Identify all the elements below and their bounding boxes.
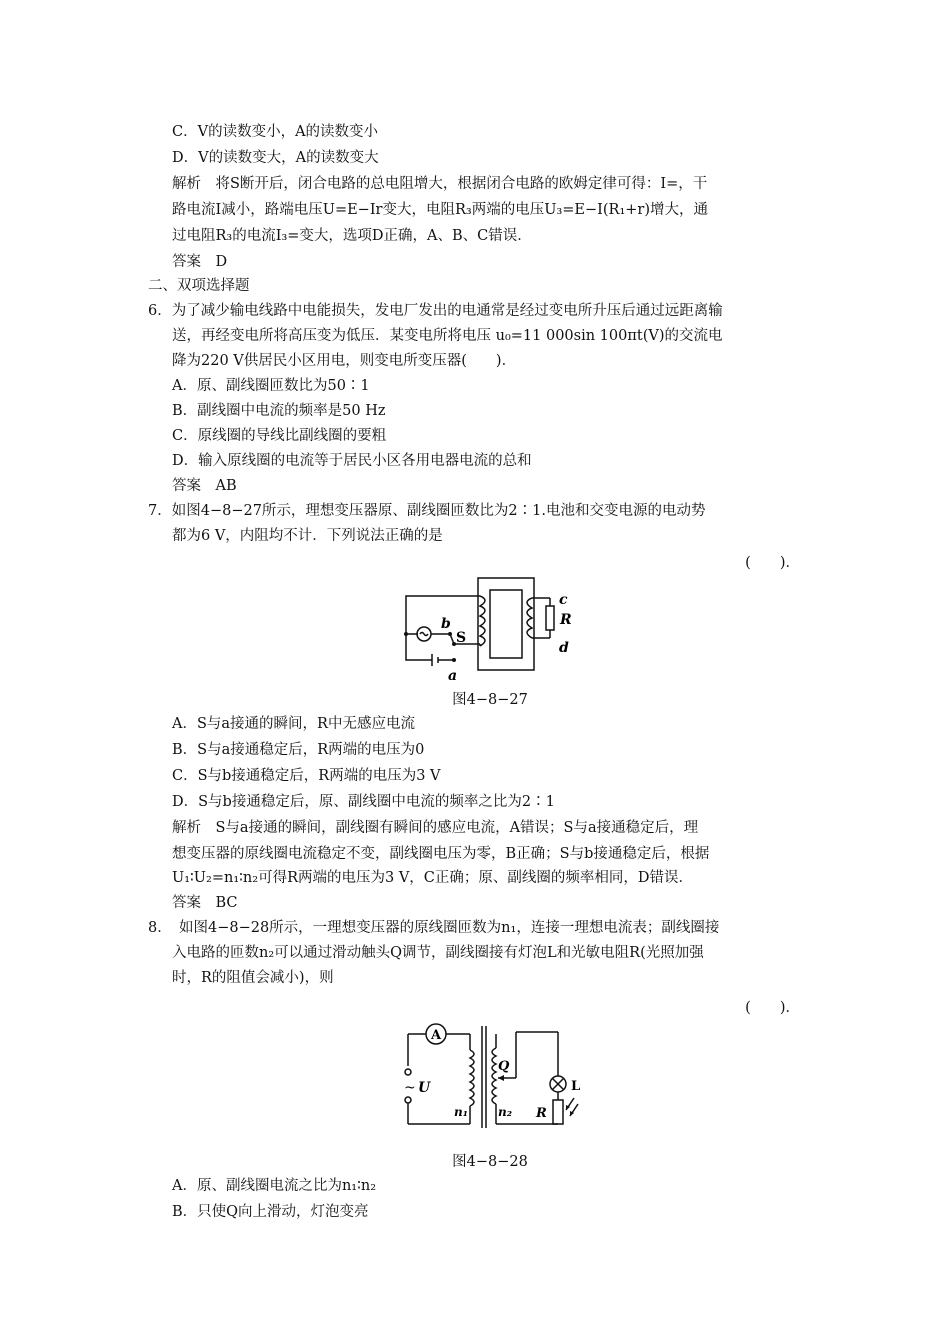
analysis-q7-line1: 解析 S与a接通的瞬间，副线圈有瞬间的感应电流，A错误；S与a接通稳定后，理: [172, 820, 699, 836]
option-d-q6: D．输入原线圈的电流等于居民小区各用电器电流的总和: [172, 453, 532, 469]
answer-blank-q8: ( )．: [745, 1000, 800, 1016]
label-r: R: [560, 612, 572, 628]
figure-caption-4-8-28: 图4−8−28: [452, 1154, 528, 1170]
answer-blank-q7: ( )．: [745, 555, 800, 571]
answer-q5: 答案 D: [172, 254, 228, 270]
option-a-q7: A．S与a接通的瞬间，R中无感应电流: [172, 716, 415, 732]
question-8-line2: 入电路的匝数n₂可以通过滑动触头Q调节，副线圈接有灯泡L和光敏电阻R(光照加强: [172, 945, 704, 961]
label-s: S: [456, 630, 467, 646]
option-b-q8: B．只使Q向上滑动，灯泡变亮: [172, 1204, 369, 1220]
answer-q6: 答案 AB: [172, 478, 237, 494]
analysis-q7-line3: U₁∶U₂=n₁∶n₂可得R两端的电压为3 V，C正确；原、副线圈的频率相同，D错误．: [172, 870, 694, 886]
label-c: c: [559, 592, 568, 608]
option-c-q5: C．V的读数变小，A的读数变小: [172, 124, 379, 140]
question-7-line2: 都为6 V，内阻均不计．下列说法正确的是: [172, 528, 443, 544]
label-u: U: [418, 1080, 431, 1096]
label-q: Q: [498, 1059, 510, 1074]
option-a-q6: A．原、副线圈匝数比为50∶1: [172, 378, 370, 394]
option-a-q8: A．原、副线圈电流之比为n₁∶n₂: [172, 1178, 377, 1194]
ammeter-label: A: [431, 1028, 442, 1043]
ac-symbol: ~: [404, 1080, 416, 1096]
option-b-q7: B．S与a接通稳定后，R两端的电压为0: [172, 742, 425, 758]
analysis-q5-line1: 解析 将S断开后，闭合电路的总电阻增大，根据闭合电路的欧姆定律可得：I=，干: [172, 176, 708, 192]
analysis-q5-line3: 过电阻R₃的电流I₃=变大，选项D正确，A、B、C错误．: [172, 228, 532, 244]
figure-4-8-27: [398, 572, 598, 686]
label-b: b: [441, 616, 451, 632]
option-c-q7: C．S与b接通稳定后，R两端的电压为3 V: [172, 768, 441, 784]
option-d-q7: D．S与b接通稳定后，原、副线圈中电流的频率之比为2∶1: [172, 794, 555, 810]
question-6-line1: 6．为了减少输电线路中电能损失，发电厂发出的电通常是经过变电所升压后通过远距离输: [148, 303, 723, 319]
label-n2: n₂: [498, 1105, 512, 1119]
figure-4-8-28: [398, 1020, 598, 1148]
question-6-line3: 降为220 V供居民小区用电，则变电所变压器( )．: [172, 353, 517, 369]
label-a: a: [448, 668, 458, 684]
analysis-q7-line2: 想变压器的原线圈电流稳定不变，副线圈电压为零，B正确；S与b接通稳定后，根据: [172, 846, 710, 862]
label-d: d: [559, 640, 569, 656]
question-6-line2: 送，再经变电所将高压变为低压．某变电所将电压 u₀=11 000sin 100πt(V)的交流电: [172, 328, 723, 344]
label-n1: n₁: [454, 1105, 468, 1119]
option-b-q6: B．副线圈中电流的频率是50 Hz: [172, 403, 386, 419]
analysis-q5-line2: 路电流I减小，路端电压U=E−Ir变大，电阻R₃两端的电压U₃=E−I(R₁+r)增大，通: [172, 202, 708, 218]
label-r: R: [536, 1106, 547, 1121]
option-c-q6: C．原线圈的导线比副线圈的要粗: [172, 428, 387, 444]
option-d-q5: D．V的读数变大，A的读数变大: [172, 150, 379, 166]
section-heading: 二、双项选择题: [148, 278, 250, 294]
label-l: L: [571, 1079, 581, 1094]
question-8-line1: 8． 如图4−8−28所示，一理想变压器的原线圈匝数为n₁，连接一理想电流表；副线圈接: [148, 920, 720, 936]
answer-q7: 答案 BC: [172, 895, 238, 911]
question-8-line3: 时，R的阻值会减小)，则: [172, 970, 334, 986]
question-7-line1: 7．如图4−8−27所示，理想变压器原、副线圈匝数比为2∶1.电池和交变电源的电动势: [148, 503, 706, 519]
figure-caption-4-8-27: 图4−8−27: [452, 692, 528, 708]
